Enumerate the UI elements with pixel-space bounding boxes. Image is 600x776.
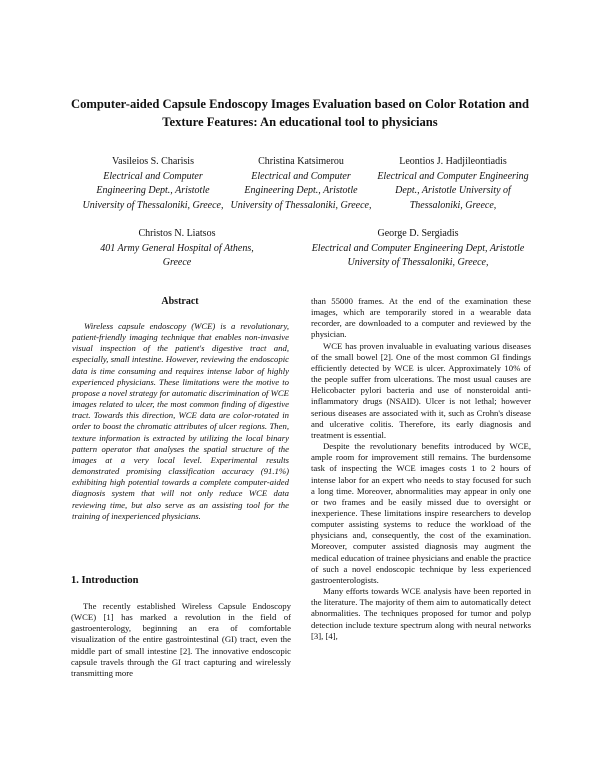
author-name: George D. Sergiadis xyxy=(377,228,459,239)
author-name: Christos N. Liatsos xyxy=(138,228,216,239)
section-heading-introduction: 1. Introduction xyxy=(71,575,139,586)
author-affiliation: Electrical and Computer Engineering Dept., Aristotle University of Thessaloniki, Greece, xyxy=(230,170,372,211)
author-affiliation: Electrical and Computer Engineering Dept., Aristotle University of Thessaloniki, Greece, xyxy=(82,170,224,211)
author-block-5 xyxy=(298,227,538,271)
intro-column-left xyxy=(71,601,291,679)
intro-column-right xyxy=(311,296,531,642)
author-block-2 xyxy=(226,155,376,213)
author-name: Christina Katsimerou xyxy=(258,156,344,167)
author-block-4 xyxy=(88,227,266,271)
author-name: Vasileios S. Charisis xyxy=(112,156,194,167)
body-paragraph: Many efforts towards WCE analysis have been reported in the literature. The majority of them aim to automatically detect abnormalities. The techniques proposed for tumor and polyp detection include texture spectrum along with neural networks [3], [4], xyxy=(311,586,531,641)
author-affiliation: 401 Army General Hospital of Athens, Greece xyxy=(100,242,254,269)
intro-paragraph: The recently established Wireless Capsule Endoscopy (WCE) [1] has marked a revolution in the field of gastroenterology, beginning an era of comfortable visualization of the entire gastrointestinal (GI) tract, even the middle part of small intestine [2]. The innovative endoscopic capsule travels through the GI tract capturing and wirelessly transmitting more xyxy=(71,601,291,678)
body-paragraph: WCE has proven invaluable in evaluating various diseases of the small bowel [2]. One of the most common GI findings efficiently detected by WCE is ulcer. Approximately 10% of the people suffer from ulcerations. The most usual causes are Helicobacter pylori bacteria and use of nonsteroidal anti-inflammatory drugs (NSAID). Ulcer is not lethal; however serious diseases are associated with it, such as Crohn's disease and ulcerative colitis. Therefore, its early diagnosis and treatment is essential. xyxy=(311,340,531,440)
paper-title: Computer-aided Capsule Endoscopy Images Evaluation based on Color Rotation and Texture Features: An educational tool to physicians xyxy=(71,97,529,129)
author-block-1 xyxy=(78,155,228,213)
abstract-heading: Abstract xyxy=(161,296,199,307)
author-block-3 xyxy=(376,155,530,213)
author-affiliation: Electrical and Computer Engineering Dept, Aristotle University of Thessaloniki, Greece, xyxy=(311,242,525,269)
author-name: Leontios J. Hadjileontiadis xyxy=(399,156,507,167)
author-affiliation: Electrical and Computer Engineering Dept., Aristotle University of Thessaloniki, Greece, xyxy=(377,170,529,211)
body-paragraph: than 55000 frames. At the end of the examination these images, which are temporarily stored in a wearable data recorder, are downloaded to a computer and reviewed by the physician. xyxy=(311,296,531,340)
body-paragraph: Despite the revolutionary benefits introduced by WCE, ample room for improvement still remains. The burdensome task of inspecting the WCE images costs 1 to 2 hours of intense labor for an expert who needs to stay focused for such a long time. Moreover, abnormalities may appear in only one or two frames and be easily missed due to oversight or inexperience. These limitations inspire researchers to develop computer assisting systems to reduce the workload of the physicians and, consequently, the cost of the examination. Moreover, computer assisted diagnosis may augment the medical education of trainee physicians and enable the practice of such a novel endoscopic technique by less experienced gastroenterologists. xyxy=(311,441,531,585)
abstract-text: Wireless capsule endoscopy (WCE) is a revolutionary, patient-friendly imaging technique that enables non-invasive visual inspection of the patient's digestive tract and, especially, small intestine. However, reviewing the endoscopic data is time consuming and requires intense labor of highly experienced physicians. These limitations were the motive to propose a novel strategy for automatic discrimination of WCE images related to ulcer, the most common finding of digestive tract. Towards this direction, WCE data are color-rotated in order to boost the chromatic attributes of ulcer regions. Then, texture information is extracted by utilizing the local binary pattern operator that analyses the spatial structure of the images at a very local level. Experimental results demonstrated promising classification accuracy (91.1%) exhibiting high potential towards a complete computer-aided diagnosis system that will not only reduce WCE data reviewing time, but also serve as an assisting tool for the training of inexperienced physicians. xyxy=(72,321,289,521)
